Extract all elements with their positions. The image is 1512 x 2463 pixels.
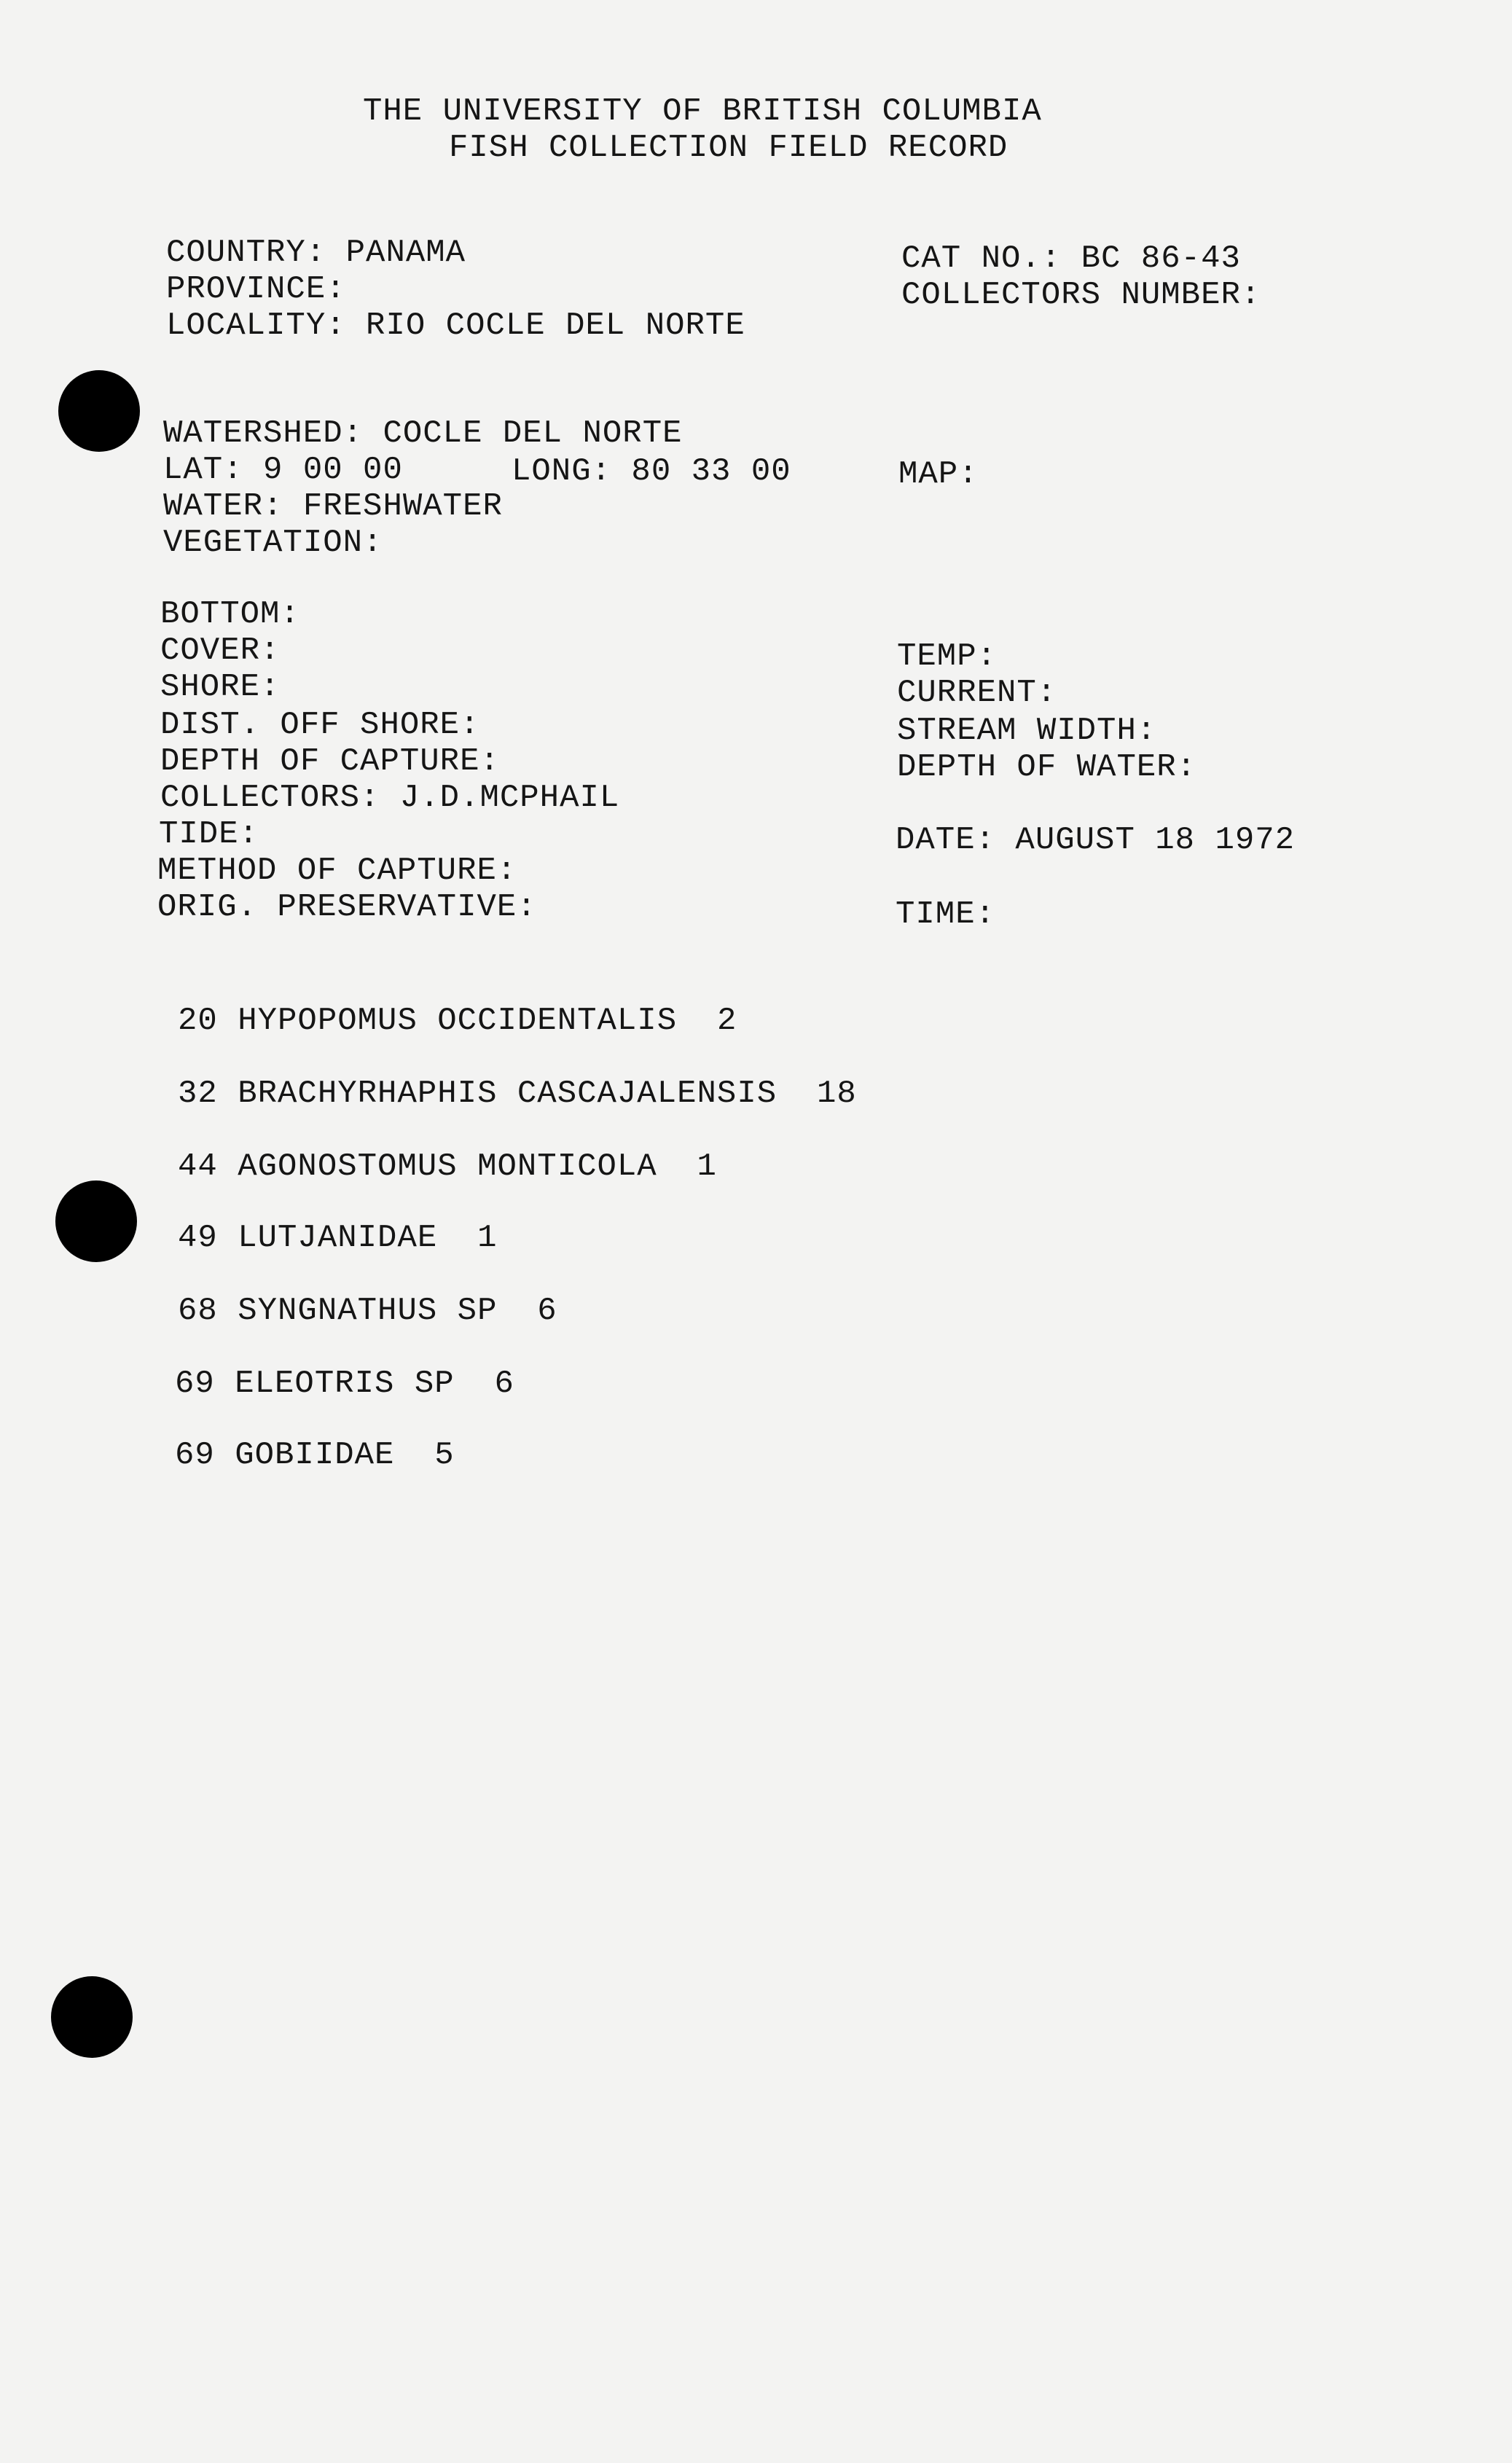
punch-hole [55,1180,137,1262]
species-code: 20 [178,1003,218,1039]
species-row [178,1293,557,1329]
species-name: BRACHYRHAPHIS CASCAJALENSIS [238,1076,777,1112]
species-count: 6 [537,1293,557,1329]
species-name: GOBIIDAE [235,1437,395,1473]
field-vegetation: VEGETATION: [163,525,383,561]
field-map: MAP: [898,456,979,493]
species-row [175,1366,514,1402]
field-depth-of-water: DEPTH OF WATER: [897,749,1197,786]
field-lat: LAT: 9 00 00 [163,452,403,488]
field-depth-of-capture: DEPTH OF CAPTURE: [160,743,500,780]
field-tide: TIDE: [159,816,259,853]
field-cat-no: CAT NO.: BC 86-43 [901,240,1241,277]
species-code: 49 [178,1220,218,1256]
field-water: WATER: FRESHWATER [163,488,503,525]
species-name: ELEOTRIS SP [235,1366,455,1402]
field-method-of-capture: METHOD OF CAPTURE: [157,853,517,889]
species-name: AGONOSTOMUS MONTICOLA [238,1148,657,1185]
species-count: 1 [697,1148,717,1185]
field-shore: SHORE: [160,669,281,705]
species-name: SYNGNATHUS SP [238,1293,498,1329]
header-university: THE UNIVERSITY OF BRITISH COLUMBIA [363,93,1042,130]
species-count: 6 [494,1366,514,1402]
species-row [178,1003,737,1039]
punch-hole [51,1976,133,2058]
field-orig-preservative: ORIG. PRESERVATIVE: [157,889,537,925]
species-code: 69 [175,1366,215,1402]
species-name: LUTJANIDAE [238,1220,438,1256]
field-collectors: COLLECTORS: J.D.MCPHAIL [160,780,620,816]
species-row [178,1148,717,1185]
species-code: 44 [178,1148,218,1185]
field-country: COUNTRY: PANAMA [166,235,466,271]
header-record-title: FISH COLLECTION FIELD RECORD [449,130,1008,166]
field-current: CURRENT: [897,675,1057,711]
species-count: 1 [477,1220,498,1256]
field-cover: COVER: [160,633,281,669]
field-bottom: BOTTOM: [160,596,300,633]
field-dist-off-shore: DIST. OFF SHORE: [160,707,480,743]
field-locality: LOCALITY: RIO COCLE DEL NORTE [166,308,745,344]
species-code: 69 [175,1437,215,1473]
species-count: 5 [434,1437,455,1473]
species-row [175,1437,455,1473]
field-watershed: WATERSHED: COCLE DEL NORTE [163,415,683,452]
species-name: HYPOPOMUS OCCIDENTALIS [238,1003,678,1039]
field-province: PROVINCE: [166,271,346,308]
field-stream-width: STREAM WIDTH: [897,713,1157,749]
species-code: 68 [178,1293,218,1329]
punch-hole [58,370,140,452]
species-row [178,1220,497,1256]
species-count: 2 [716,1003,737,1039]
species-row [178,1076,857,1112]
field-temp: TEMP: [897,638,998,675]
species-count: 18 [816,1076,857,1112]
field-date: DATE: AUGUST 18 1972 [896,822,1296,858]
species-code: 32 [178,1076,218,1112]
field-long: LONG: 80 33 00 [512,453,791,490]
field-time: TIME: [896,896,996,933]
field-collectors-number: COLLECTORS NUMBER: [901,277,1261,313]
